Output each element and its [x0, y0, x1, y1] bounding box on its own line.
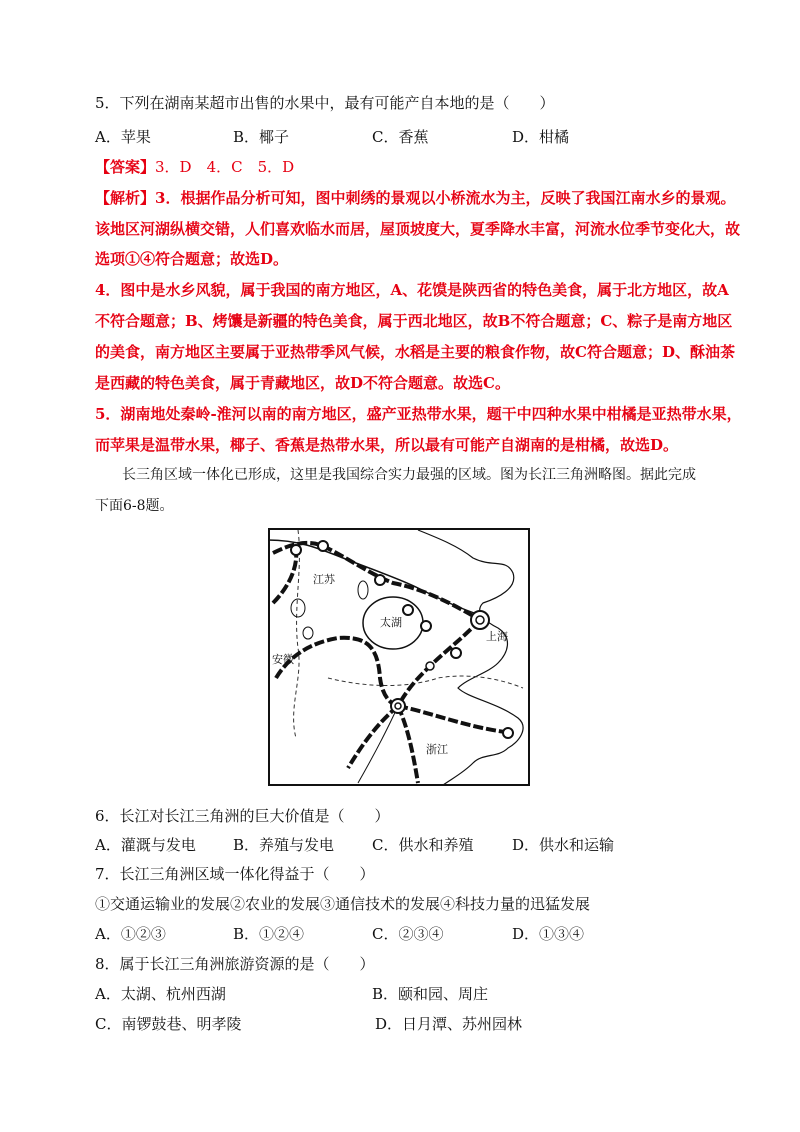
label-anhui: 安徽 [272, 653, 294, 666]
analysis-line-3: 选项①④符合题意；故选D。 [95, 250, 289, 268]
label-jiangsu: 江苏 [313, 573, 335, 586]
q8-option-a: A．太湖、杭州西湖 [95, 985, 226, 1003]
analysis-tag: 【解析】 [95, 189, 156, 207]
q6-option-a: A．灌溉与发电 [95, 836, 196, 854]
city-jiaxing [451, 648, 461, 658]
analysis-line-6: 的美食，南方地区主要属于亚热带季风气候，水稻是主要的粮食作物，故C符合题意；D、酥油茶 [95, 343, 735, 361]
city-hangzhou-inner [395, 703, 401, 709]
q8-stem: 8．属于长江三角洲旅游资源的是（ ） [95, 955, 375, 973]
q7-option-c: C．②③④ [372, 925, 444, 943]
city-suzhou [421, 621, 431, 631]
q6-option-c: C．供水和养殖 [372, 836, 474, 854]
q7-stem: 7．长江三角洲区域一体化得益于（ ） [95, 865, 375, 883]
city-huzhou [426, 662, 434, 670]
analysis-line-4: 4．图中是水乡风貌，属于我国的南方地区，A、花馍是陕西省的特色美食，属于北方地区，故A [95, 281, 729, 299]
analysis-line-1: 【解析】3．根据作品分析可知，图中刺绣的景观以小桥流水为主，反映了我国江南水乡的景观。 [95, 189, 736, 207]
q5-option-d: D．柑橘 [512, 128, 570, 146]
city-nanjing [291, 545, 301, 555]
city-changzhou [375, 575, 385, 585]
answer-tag: 【答案】 [95, 158, 156, 176]
intro-line-1: 长三角区域一体化已形成，这里是我国综合实力最强的区域。图为长江三角洲略图。据此完成 [122, 467, 696, 483]
q7-items: ①交通运输业的发展②农业的发展③通信技术的发展④科技力量的迅猛发展 [95, 895, 591, 913]
analysis-line-9: 而苹果是温带水果，椰子、香蕉是热带水果，所以最有可能产自湖南的是柑橘，故选D。 [95, 436, 679, 454]
analysis-line-7: 是西藏的特色美食，属于青藏地区，故D不符合题意。故选C。 [95, 374, 510, 392]
map-svg [268, 528, 530, 786]
yangtze-delta-map [268, 528, 530, 786]
q8-option-c: C．南锣鼓巷、明孝陵 [95, 1015, 242, 1033]
q5-stem: 5．下列在湖南某超市出售的水果中，最有可能产自本地的是（ ） [95, 94, 555, 112]
answer-text: 3．D 4．C 5．D [155, 158, 295, 176]
answer-line [95, 157, 294, 177]
q8-option-d: D．日月潭、苏州园林 [375, 1015, 523, 1033]
q5-option-a: A．苹果 [95, 128, 151, 146]
city-wuxi [403, 605, 413, 615]
q5-option-b: B．椰子 [233, 128, 290, 146]
intro-line-2: 下面6-8题。 [95, 498, 174, 514]
q7-option-a: A．①②③ [95, 925, 166, 943]
city-shanghai-inner [476, 616, 484, 624]
city-ningbo [503, 728, 513, 738]
label-zhejiang: 浙江 [426, 743, 448, 756]
q5-option-c: C．香蕉 [372, 128, 429, 146]
analysis-line-2: 该地区河湖纵横交错，人们喜欢临水而居，屋顶坡度大，夏季降水丰富，河流水位季节变化大，故 [95, 220, 741, 238]
q7-option-d: D．①③④ [512, 925, 585, 943]
q8-option-b: B．颐和园、周庄 [372, 985, 489, 1003]
q6-option-d: D．供水和运输 [512, 836, 615, 854]
city-zhenjiang [318, 541, 328, 551]
q7-option-b: B．①②④ [233, 925, 305, 943]
q6-stem: 6．长江对长江三角洲的巨大价值是（ ） [95, 807, 390, 825]
analysis-line-8: 5．湖南地处秦岭-淮河以南的南方地区，盛产亚热带水果，题干中四种水果中柑橘是亚热带水果， [95, 405, 742, 423]
analysis-line-5: 不符合题意；B、烤馕是新疆的特色美食，属于西北地区，故B不符合题意；C、粽子是南方地区 [95, 312, 733, 330]
label-taihu: 太湖 [380, 616, 402, 629]
q6-option-b: B．养殖与发电 [233, 836, 335, 854]
map-frame [269, 529, 529, 785]
label-shanghai: 上海 [486, 630, 508, 643]
